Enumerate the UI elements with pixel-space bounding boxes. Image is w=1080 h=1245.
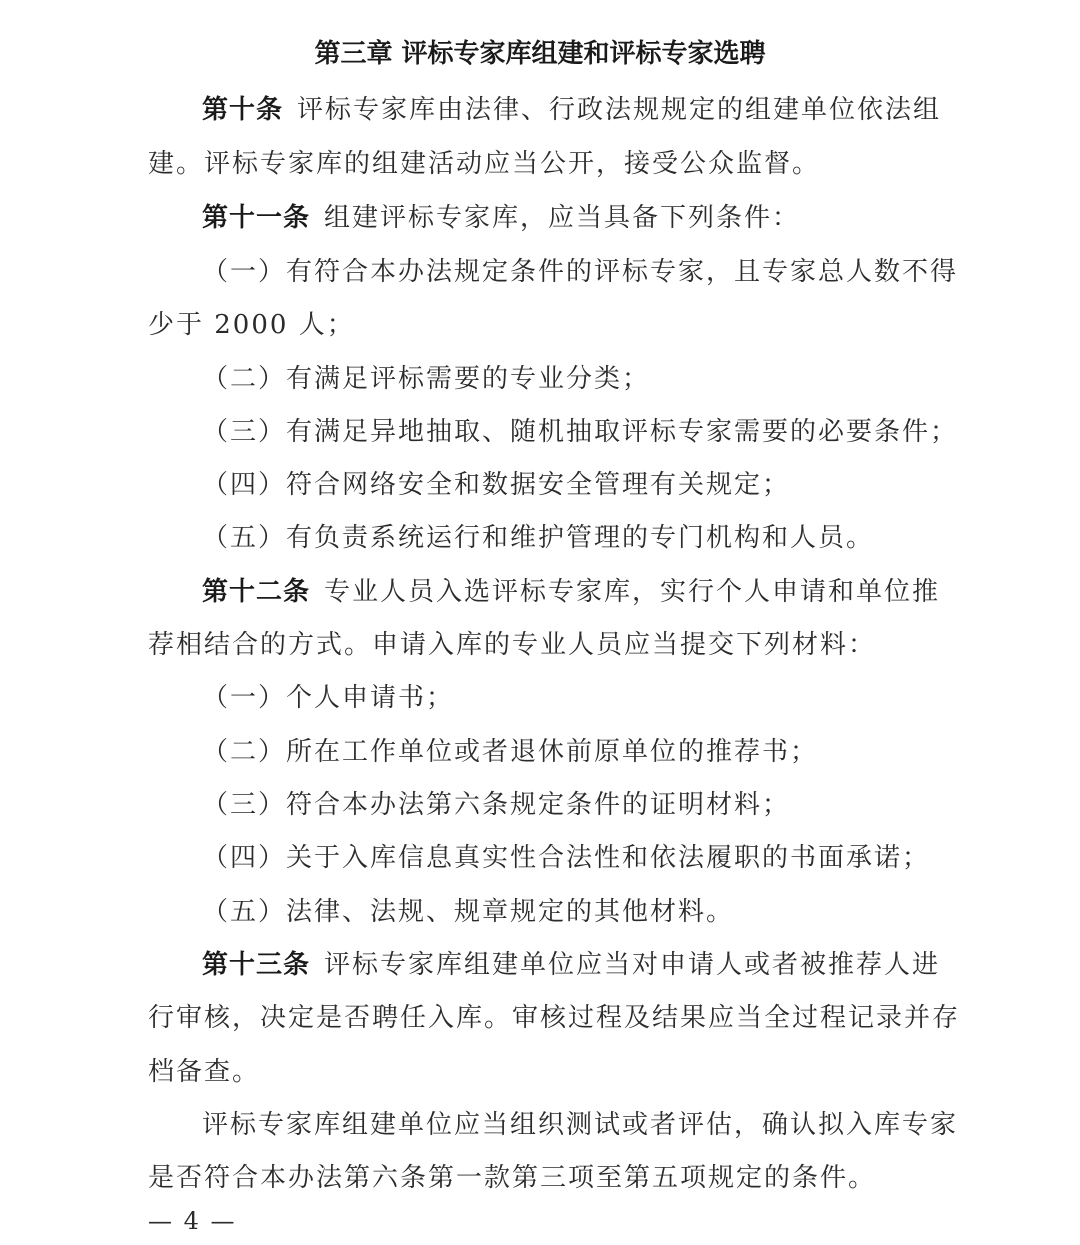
- article-11-item-1-line-2: 少于 2000 人；: [148, 310, 355, 340]
- article-10-line-1: [202, 90, 992, 130]
- article-11-label: 第十一条: [202, 203, 311, 233]
- article-13-para-2-line-1: 评标专家库组建单位应当组织测试或者评估，确认拟入库专家: [202, 1110, 959, 1140]
- article-11-item-4: （四）符合网络安全和数据安全管理有关规定；: [202, 470, 791, 500]
- article-11-item-1-line-1: （一）有符合本办法规定条件的评标专家，且专家总人数不得: [202, 257, 959, 287]
- article-11-item-2: （二）有满足评标需要的专业分类；: [202, 364, 651, 394]
- article-11-intro: 组建评标专家库，应当具备下列条件：: [324, 203, 801, 233]
- article-10-text-1: 评标专家库由法律、行政法规规定的组建单位依法组: [297, 95, 942, 125]
- article-12-item-1: （一）个人申请书；: [202, 683, 455, 713]
- article-12-item-4: （四）关于入库信息真实性合法性和依法履职的书面承诺；: [202, 843, 931, 873]
- article-12-line-1: [202, 572, 992, 612]
- article-13-line-2: 行审核，决定是否聘任入库。审核过程及结果应当全过程记录并存: [148, 1003, 961, 1033]
- article-13-line-3: 档备查。: [148, 1057, 261, 1087]
- article-13-para-2-line-2: 是否符合本办法第六条第一款第三项至第五项规定的条件。: [148, 1163, 877, 1193]
- article-13-line-1: [202, 945, 992, 985]
- article-13-text-1: 评标专家库组建单位应当对申请人或者被推荐人进: [324, 950, 941, 980]
- article-12-item-2: （二）所在工作单位或者退休前原单位的推荐书；: [202, 737, 819, 767]
- article-12-label: 第十二条: [202, 577, 311, 607]
- article-11-item-3: （三）有满足异地抽取、随机抽取评标专家需要的必要条件；: [202, 417, 959, 447]
- article-12-item-5: （五）法律、法规、规章规定的其他材料。: [202, 897, 735, 927]
- article-12-text-1: 专业人员入选评标专家库，实行个人申请和单位推: [324, 577, 941, 607]
- article-12-line-2: 荐相结合的方式。申请入库的专业人员应当提交下列材料：: [148, 630, 877, 660]
- page-number: — 4 —: [148, 1207, 237, 1235]
- article-10-label: 第十条: [202, 95, 284, 125]
- article-11-item-5: （五）有负责系统运行和维护管理的专门机构和人员。: [202, 523, 875, 553]
- chapter-title: 第三章 评标专家库组建和评标专家选聘: [314, 39, 766, 69]
- article-12-item-3: （三）符合本办法第六条规定条件的证明材料；: [202, 790, 791, 820]
- article-13-label: 第十三条: [202, 950, 311, 980]
- article-11-line-1: [202, 198, 992, 238]
- article-10-line-2: 建。评标专家库的组建活动应当公开，接受公众监督。: [148, 149, 821, 179]
